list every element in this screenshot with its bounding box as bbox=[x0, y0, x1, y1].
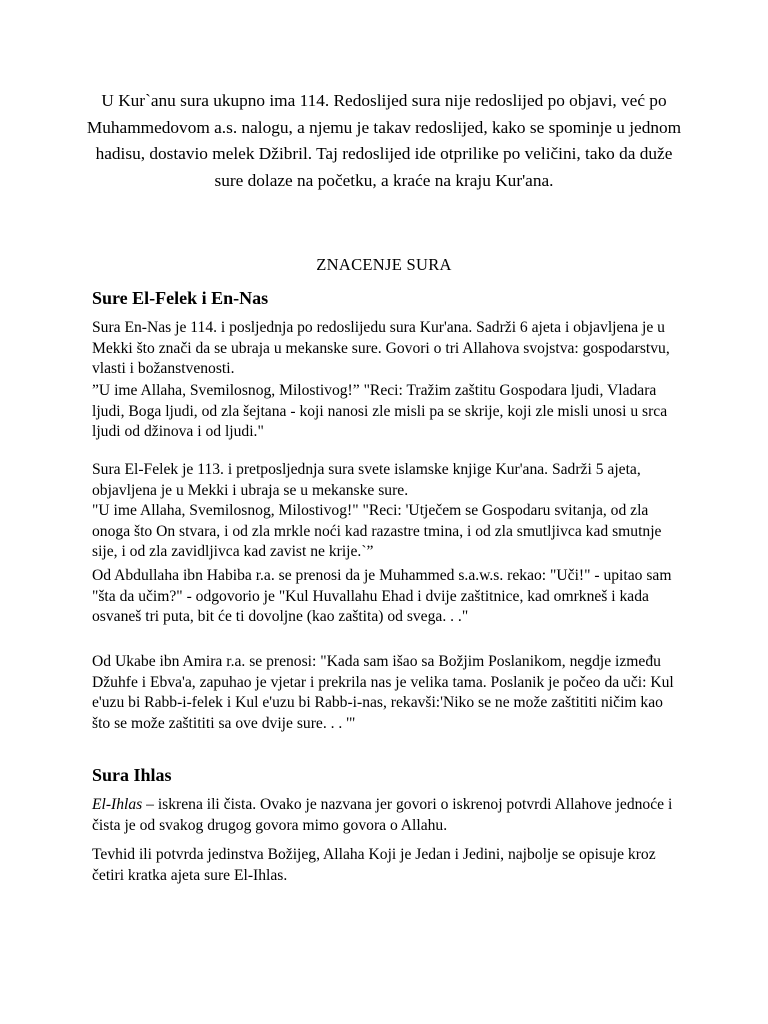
paragraph-el-felek-quote: "U ime Allaha, Svemilosnog, Milostivog!" "Reci: 'Utječem se Gospodaru svitanja, od zla onoga što On stvara, i od zla mrkle noći kad razastre tmina, i od zla smutljivca kad smutnje sije, i od zla zavidljivca kad zavist ne krije.`” bbox=[92, 502, 662, 560]
paragraph-en-nas-quote-text: ”U ime Allaha, Svemilosnog, Milostivog!” "Reci: Tražim zaštitu Gospodara ljudi, Vladara ljudi, Boga ljudi, od zla šejtana - koji nanosi zle misli pa se skrije, koji zle misli unosi u srca ljudi od džinova i od ljudi." bbox=[92, 382, 668, 440]
el-ihlas-definition: – iskrena ili čista. Ovako je nazvana jer govori o iskrenoj potvrdi Allahove jednoće i čista je od svakog drugog govora mimo govora o Allahu. bbox=[92, 796, 673, 834]
paragraph-el-ihlas bbox=[92, 795, 682, 836]
paragraph-el-felek bbox=[92, 460, 682, 563]
paragraph-abdullah-hadith-text: Od Abdullaha ibn Habiba r.a. se prenosi da je Muhammed s.a.w.s. rekao: "Uči!" - upitao sam "šta da učim?" - odgovorio je "Kul Huvallahu Ehad i dvije zaštitnice, kad omrkneš i kada osvaneš tri puta, bit će ti dovoljne (kao zaštita) od svega. . ." bbox=[92, 567, 672, 625]
paragraph-ukaba-hadith bbox=[92, 652, 682, 734]
paragraph-tevhid bbox=[92, 845, 682, 886]
paragraph-en-nas-text: Sura En-Nas je 114. i posljednja po redoslijedu sura Kur'ana. Sadrži 6 ajeta i objavljena je u Mekki što znači da se ubraja u mekanske sure. Govori o tri Allahova svojstva: gospodarstvu, vlasti i božanstvenosti. bbox=[92, 319, 670, 377]
paragraph-en-nas bbox=[92, 318, 682, 380]
paragraph-el-felek-text: Sura El-Felek je 113. i pretposljednja sura svete islamske knjige Kur'ana. Sadrži 5 ajeta, objavljena je u Mekki i ubraja se u mekanske sure. bbox=[92, 461, 641, 499]
section-heading-felek-nas: Sure El-Felek i En-Nas bbox=[92, 288, 269, 308]
paragraph-abdullah-hadith bbox=[92, 566, 682, 628]
paragraph-tevhid-text: Tevhid ili potvrda jedinstva Božijeg, Allaha Koji je Jedan i Jedini, najbolje se opisuje kroz četiri kratka ajeta sure El-Ihlas. bbox=[92, 846, 656, 884]
paragraph-ukaba-hadith-text: Od Ukabe ibn Amira r.a. se prenosi: "Kada sam išao sa Božjim Poslanikom, negdje između Džuhfe i Ebva'a, zapuhao je vjetar i prekrila nas je velika tama. Poslanik je počeo da uči: Kul e'uzu bi Rabb-i-felek i Kul e'uzu bi Rabb-i-nas, rekavši:'Niko se ne može zaštititi ničim kao što se može zaštititi sa ove dvije sure. . . '" bbox=[92, 653, 674, 732]
section-heading-ihlas: Sura Ihlas bbox=[92, 765, 172, 785]
paragraph-en-nas-quote bbox=[92, 381, 682, 443]
el-ihlas-term: El-Ihlas bbox=[92, 796, 143, 813]
intro-paragraph: U Kur`anu sura ukupno ima 114. Redoslijed sura nije redoslijed po objavi, već po Muhammedovom a.s. nalogu, a njemu je takav redoslijed, kako se spominje u jednom hadisu, dostavio melek Džibril. Taj redoslijed ide otprilike po veličini, tako da duže sure dolaze na početku, a kraće na kraju Kur'ana. bbox=[86, 91, 682, 190]
page-title: ZNACENJE SURA bbox=[316, 255, 452, 274]
